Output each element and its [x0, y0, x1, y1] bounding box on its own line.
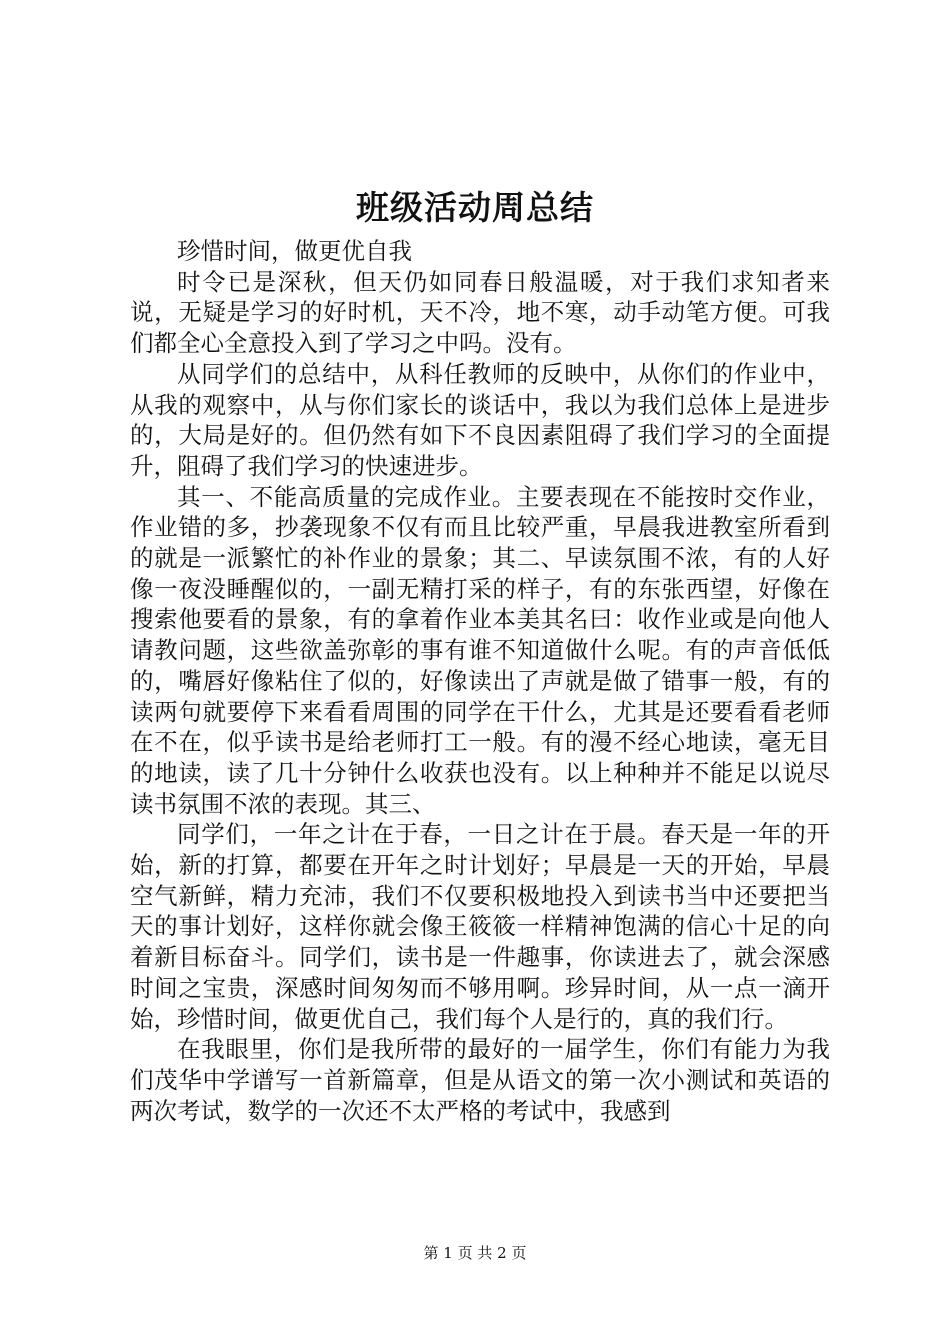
paragraph-2: 从同学们的总结中，从科任教师的反映中，从你们的作业中，从我的观察中，从与你们家长的谈话中，我以为我们总体上是进步的，大局是好的。但仍然有如下不良因素阻碍了我们学习的全面提升，阻碍了我们学习的快速进步。: [130, 359, 830, 480]
document-body: [130, 236, 830, 1126]
paragraph-4: 同学们，一年之计在于春，一日之计在于晨。春天是一年的开始，新的打算，都要在开年之时计划好；早晨是一天的开始，早晨空气新鲜，精力充沛，我们不仅要积极地投入到读书当中还要把当天的事计划好，这样你就会像王筱筱一样精神饱满的信心十足的向着新目标奋斗。同学们，读书是一件趣事，你读进去了，就会深感时间之宝贵，深感时间匆匆而不够用啊。珍异时间，从一点一滴开始，珍惜时间，做更优自己，我们每个人是行的，真的我们行。: [130, 820, 830, 1033]
page-footer: 第 1 页 共 2 页: [423, 1244, 527, 1262]
paragraph-3: 其一、不能高质量的完成作业。主要表现在不能按时交作业，作业错的多，抄袭现象不仅有而且比较严重，早晨我进教室所看到的就是一派繁忙的补作业的景象；其二、早读氛围不浓，有的人好像一夜没睡醒似的，一副无精打采的样子，有的东张西望，好像在搜索他要看的景象，有的拿着作业本美其名曰：收作业或是向他人请教问题，这些欲盖弥彰的事有谁不知道做什么呢。有的声音低低的，嘴唇好像粘住了似的，好像读出了声就是做了错事一般，有的读两句就要停下来看看周围的同学在干什么，尤其是还要看看老师在不在，似乎读书是给老师打工一般。有的漫不经心地读，毫无目的地读，读了几十分钟什么收获也没有。以上种种并不能足以说尽读书氛围不浓的表现。其三、: [130, 482, 830, 818]
paragraph-1: 时令已是深秋，但天仍如同春日般温暖，对于我们求知者来说，无疑是学习的好时机，天不冷，地不寒，动手动笔方便。可我们都全心全意投入到了学习之中吗。没有。: [130, 267, 830, 358]
paragraph-subtitle: 珍惜时间，做更优自我: [177, 237, 412, 265]
document-title: 班级活动周总结: [356, 188, 594, 227]
paragraph-5: 在我眼里，你们是我所带的最好的一届学生，你们有能力为我们茂华中学谱写一首新篇章，但是从语文的第一次小测试和英语的两次考试，数学的一次还不太严格的考试中，我感到: [130, 1035, 830, 1125]
